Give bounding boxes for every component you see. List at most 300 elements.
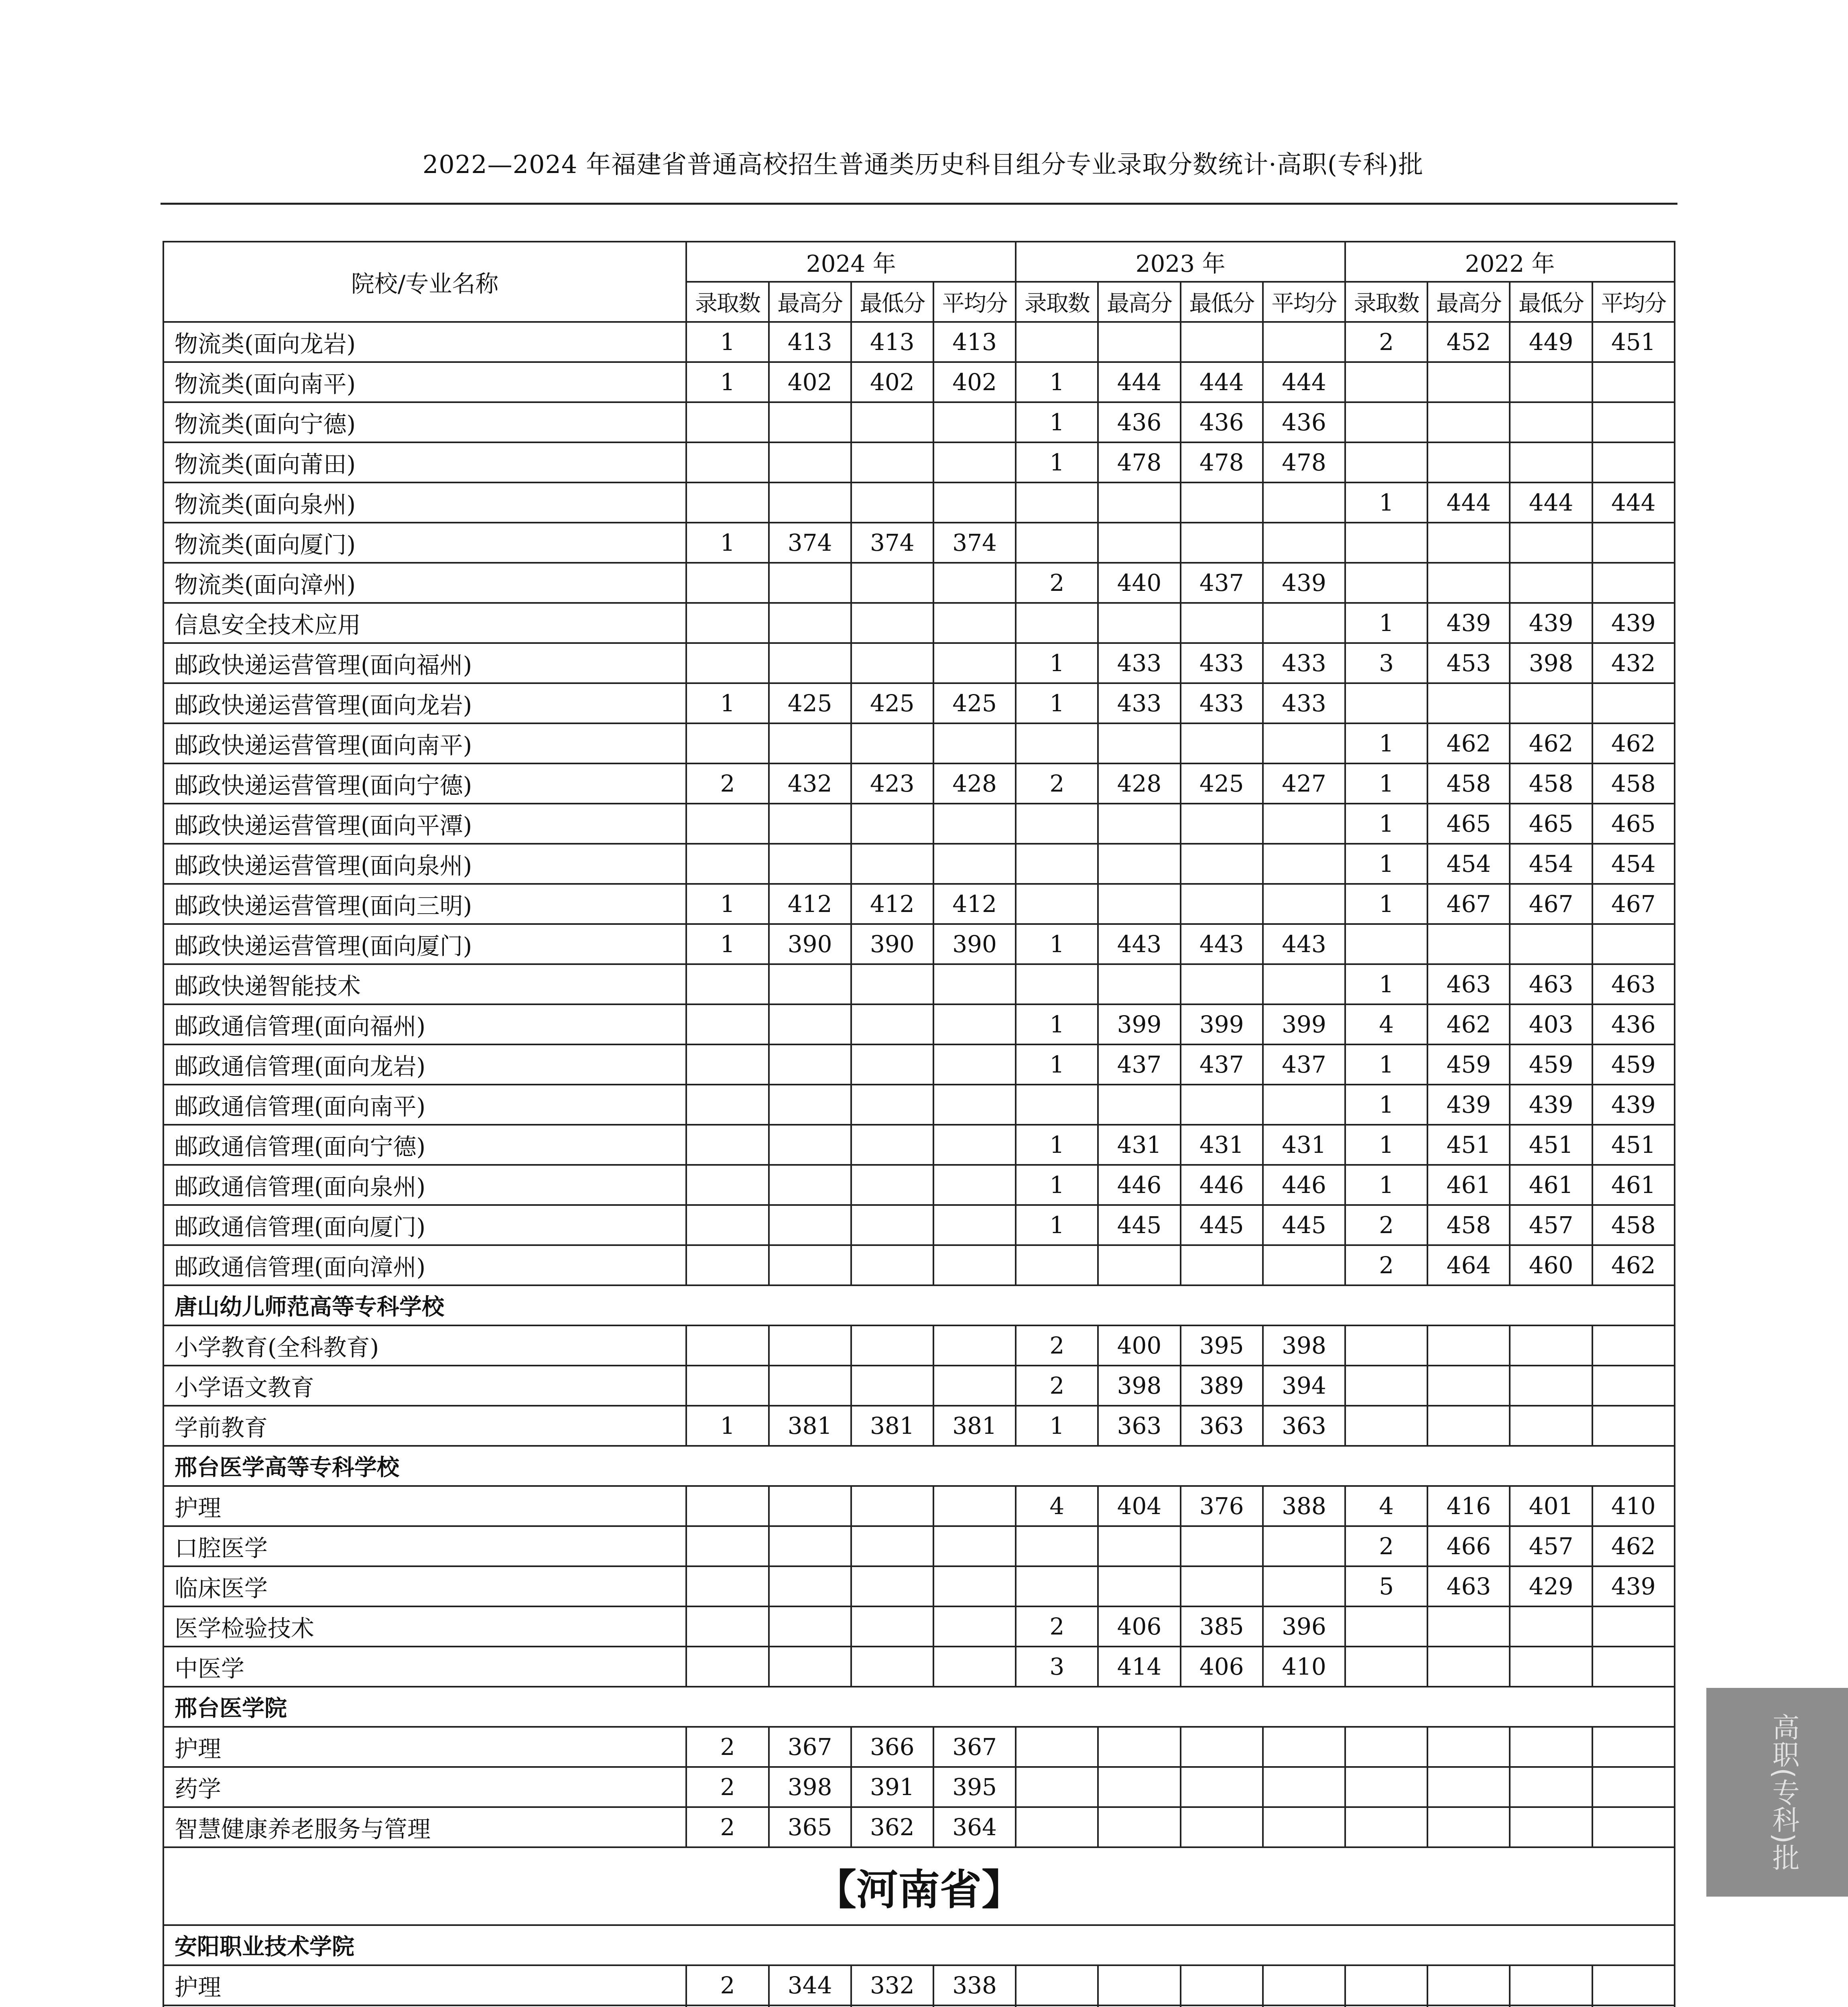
score-cell: 1 xyxy=(1345,1125,1427,1165)
major-name-cell: 小学语文教育 xyxy=(163,1366,686,1406)
score-cell xyxy=(1592,683,1675,723)
score-cell: 439 xyxy=(1427,603,1510,643)
score-cell: 427 xyxy=(1263,763,1345,804)
table-row xyxy=(163,1245,1675,1285)
score-cell xyxy=(769,1085,851,1125)
table-row xyxy=(163,442,1675,482)
score-cell: 439 xyxy=(1510,1085,1592,1125)
score-cell xyxy=(933,804,1016,844)
score-cell xyxy=(1263,1727,1345,1767)
score-cell: 466 xyxy=(1427,1526,1510,1566)
score-cell xyxy=(1263,482,1345,523)
table-row xyxy=(163,1406,1675,1446)
score-cell xyxy=(1263,603,1345,643)
score-cell: 1 xyxy=(1016,442,1098,482)
score-cell: 446 xyxy=(1181,1165,1263,1205)
score-cell xyxy=(769,1647,851,1687)
score-cell xyxy=(1016,844,1098,884)
score-cell: 1 xyxy=(686,322,768,362)
score-cell xyxy=(686,603,768,643)
school-row xyxy=(163,1446,1675,1486)
score-cell: 5 xyxy=(1345,1566,1427,1606)
major-name-cell: 邮政通信管理(面向泉州) xyxy=(163,1165,686,1205)
score-cell xyxy=(769,482,851,523)
score-cell xyxy=(1098,1807,1180,1847)
score-cell xyxy=(851,482,933,523)
score-cell: 444 xyxy=(1510,482,1592,523)
score-cell: 445 xyxy=(1181,1205,1263,1245)
score-cell xyxy=(933,1566,1016,1606)
score-cell: 463 xyxy=(1510,964,1592,1004)
score-cell: 390 xyxy=(769,924,851,964)
score-cell: 464 xyxy=(1427,1245,1510,1285)
score-cell: 1 xyxy=(1345,482,1427,523)
score-cell: 2 xyxy=(1016,1325,1098,1366)
score-cell: 433 xyxy=(1181,683,1263,723)
score-cell xyxy=(1181,1566,1263,1606)
table-row xyxy=(163,1526,1675,1566)
subheader-cell: 最低分 xyxy=(1510,282,1592,322)
score-cell xyxy=(769,603,851,643)
score-cell: 458 xyxy=(1427,1205,1510,1245)
score-cell xyxy=(1098,1767,1180,1807)
score-cell: 439 xyxy=(1592,1566,1675,1606)
score-cell xyxy=(686,482,768,523)
score-cell xyxy=(1016,723,1098,763)
year-header-row xyxy=(163,242,1675,282)
header-divider xyxy=(161,203,1677,205)
score-cell: 425 xyxy=(933,683,1016,723)
table-row xyxy=(163,884,1675,924)
score-cell xyxy=(769,1566,851,1606)
score-cell: 391 xyxy=(851,1767,933,1807)
score-cell: 478 xyxy=(1098,442,1180,482)
score-cell xyxy=(1263,1767,1345,1807)
score-cell: 364 xyxy=(933,1807,1016,1847)
score-cell xyxy=(1098,844,1180,884)
major-name-cell: 物流类(面向南平) xyxy=(163,362,686,402)
score-cell xyxy=(1592,1767,1675,1807)
score-cell xyxy=(1098,2005,1180,2007)
score-cell: 366 xyxy=(851,1727,933,1767)
score-cell xyxy=(1016,2005,1098,2007)
major-name-cell: 邮政通信管理(面向漳州) xyxy=(163,1245,686,1285)
score-cell: 465 xyxy=(1510,804,1592,844)
major-name-cell: 物流类(面向宁德) xyxy=(163,402,686,442)
score-cell xyxy=(1510,1965,1592,2005)
score-cell: 454 xyxy=(1427,844,1510,884)
table-row xyxy=(163,523,1675,563)
score-cell: 465 xyxy=(1592,804,1675,844)
score-cell xyxy=(933,1486,1016,1526)
table-row xyxy=(163,1085,1675,1125)
score-cell xyxy=(1345,924,1427,964)
score-cell: 398 xyxy=(1263,1325,1345,1366)
score-cell: 385 xyxy=(1181,1606,1263,1647)
score-cell xyxy=(1098,603,1180,643)
score-cell xyxy=(686,1366,768,1406)
score-cell: 1 xyxy=(1016,1125,1098,1165)
score-cell xyxy=(1510,402,1592,442)
score-cell: 428 xyxy=(933,763,1016,804)
table-row xyxy=(163,1606,1675,1647)
score-cell: 461 xyxy=(1592,1165,1675,1205)
score-cell xyxy=(851,603,933,643)
score-cell: 398 xyxy=(1098,1366,1180,1406)
score-cell: 414 xyxy=(1098,1647,1180,1687)
score-cell xyxy=(1345,2005,1427,2007)
score-cell: 2 xyxy=(1345,1526,1427,1566)
major-name-cell: 物流类(面向泉州) xyxy=(163,482,686,523)
score-cell: 396 xyxy=(1263,1606,1345,1647)
score-cell xyxy=(851,1566,933,1606)
school-name: 邢台医学院 xyxy=(163,1687,1675,1727)
score-cell xyxy=(1427,1406,1510,1446)
score-cell xyxy=(1181,1526,1263,1566)
score-cell: 406 xyxy=(1181,1647,1263,1687)
score-cell xyxy=(769,2005,851,2007)
score-cell: 1 xyxy=(1345,1044,1427,1085)
score-cell xyxy=(1592,2005,1675,2007)
year-header-2024: 2024 年 xyxy=(686,242,1016,282)
score-cell xyxy=(1345,683,1427,723)
score-cell: 1 xyxy=(1345,723,1427,763)
major-name-cell: 邮政快递运营管理(面向南平) xyxy=(163,723,686,763)
score-cell xyxy=(1181,1085,1263,1125)
table-row xyxy=(163,322,1675,362)
score-cell xyxy=(1263,523,1345,563)
score-cell: 431 xyxy=(1181,1125,1263,1165)
table-row xyxy=(163,1366,1675,1406)
score-cell xyxy=(1592,924,1675,964)
score-cell xyxy=(1510,1727,1592,1767)
table-row xyxy=(163,1566,1675,1606)
major-name-cell: 邮政通信管理(面向南平) xyxy=(163,1085,686,1125)
subheader-cell: 录取数 xyxy=(1345,282,1427,322)
score-cell xyxy=(851,804,933,844)
table-row xyxy=(163,1165,1675,1205)
score-cell: 457 xyxy=(1510,1205,1592,1245)
score-cell xyxy=(686,1486,768,1526)
score-cell xyxy=(1427,1807,1510,1847)
table-row xyxy=(163,2005,1675,2007)
school-name: 安阳职业技术学院 xyxy=(163,1925,1675,1965)
score-cell: 367 xyxy=(769,1727,851,1767)
subheader-cell: 平均分 xyxy=(1263,282,1345,322)
score-cell: 338 xyxy=(933,1965,1016,2005)
score-cell: 1 xyxy=(686,683,768,723)
subheader-cell: 平均分 xyxy=(933,282,1016,322)
score-cell xyxy=(1016,603,1098,643)
score-cell xyxy=(1510,1325,1592,1366)
score-cell xyxy=(1181,2005,1263,2007)
score-cell: 376 xyxy=(1181,1486,1263,1526)
score-cell: 449 xyxy=(1510,322,1592,362)
score-cell xyxy=(1098,723,1180,763)
major-name-cell: 信息安全技术应用 xyxy=(163,603,686,643)
score-cell xyxy=(1592,523,1675,563)
score-cell xyxy=(686,1085,768,1125)
score-cell: 462 xyxy=(1510,723,1592,763)
score-cell xyxy=(851,1647,933,1687)
score-cell xyxy=(851,844,933,884)
score-cell xyxy=(769,964,851,1004)
score-cell xyxy=(1345,1325,1427,1366)
major-name-cell: 物流类(面向龙岩) xyxy=(163,322,686,362)
score-cell: 413 xyxy=(851,322,933,362)
score-cell: 395 xyxy=(933,1767,1016,1807)
major-name-cell: 邮政快递运营管理(面向龙岩) xyxy=(163,683,686,723)
score-cell xyxy=(1016,1727,1098,1767)
table-row xyxy=(163,1727,1675,1767)
score-cell xyxy=(769,723,851,763)
score-cell xyxy=(1592,442,1675,482)
score-cell: 444 xyxy=(1181,362,1263,402)
major-name-cell xyxy=(163,2005,686,2007)
table-row xyxy=(163,1647,1675,1687)
score-cell: 467 xyxy=(1427,884,1510,924)
score-cell xyxy=(1345,1807,1427,1847)
score-cell xyxy=(1427,402,1510,442)
score-cell: 1 xyxy=(1345,763,1427,804)
score-cell xyxy=(1592,402,1675,442)
score-cell xyxy=(1016,1085,1098,1125)
score-cell xyxy=(1510,523,1592,563)
score-cell: 412 xyxy=(851,884,933,924)
score-cell: 362 xyxy=(851,1807,933,1847)
score-cell xyxy=(1345,1727,1427,1767)
score-cell xyxy=(769,1165,851,1205)
score-cell xyxy=(1263,1085,1345,1125)
score-cell: 4 xyxy=(1016,1486,1098,1526)
score-cell: 454 xyxy=(1510,844,1592,884)
side-tab-label: 高职(专科)批 xyxy=(1768,1713,1799,1871)
score-cell xyxy=(686,402,768,442)
score-cell: 2 xyxy=(686,1767,768,1807)
score-cell xyxy=(851,1044,933,1085)
score-cell: 462 xyxy=(1592,723,1675,763)
major-name-cell: 护理 xyxy=(163,1727,686,1767)
score-cell xyxy=(1510,442,1592,482)
score-cell: 459 xyxy=(1592,1044,1675,1085)
score-cell xyxy=(686,723,768,763)
score-cell xyxy=(933,1085,1016,1125)
score-cell xyxy=(1181,1245,1263,1285)
score-cell: 457 xyxy=(1510,1526,1592,1566)
score-cell: 436 xyxy=(1592,1004,1675,1044)
score-cell xyxy=(1016,964,1098,1004)
score-cell: 459 xyxy=(1427,1044,1510,1085)
major-name-cell: 口腔医学 xyxy=(163,1526,686,1566)
school-row xyxy=(163,1285,1675,1325)
score-cell: 1 xyxy=(1016,643,1098,683)
major-name-cell: 邮政快递智能技术 xyxy=(163,964,686,1004)
score-cell: 458 xyxy=(1592,763,1675,804)
major-name-cell: 邮政通信管理(面向宁德) xyxy=(163,1125,686,1165)
score-cell: 451 xyxy=(1510,1125,1592,1165)
score-cell: 444 xyxy=(1263,362,1345,402)
score-cell: 374 xyxy=(933,523,1016,563)
score-cell xyxy=(1427,1965,1510,2005)
score-cell xyxy=(1016,322,1098,362)
table-row xyxy=(163,964,1675,1004)
score-cell xyxy=(1098,1085,1180,1125)
score-cell xyxy=(1427,2005,1510,2007)
score-cell: 431 xyxy=(1263,1125,1345,1165)
score-cell xyxy=(1592,1727,1675,1767)
score-cell: 365 xyxy=(769,1807,851,1847)
score-cell xyxy=(933,1606,1016,1647)
score-cell: 440 xyxy=(1098,563,1180,603)
score-cell: 399 xyxy=(1263,1004,1345,1044)
score-cell: 4 xyxy=(1345,1004,1427,1044)
score-cell: 462 xyxy=(1592,1526,1675,1566)
score-cell: 443 xyxy=(1181,924,1263,964)
table-row xyxy=(163,362,1675,402)
score-cell xyxy=(769,1125,851,1165)
table-row xyxy=(163,763,1675,804)
score-cell: 367 xyxy=(933,1727,1016,1767)
score-cell xyxy=(933,563,1016,603)
score-cell: 406 xyxy=(1098,1606,1180,1647)
score-cell: 1 xyxy=(686,362,768,402)
table-row xyxy=(163,482,1675,523)
score-cell: 436 xyxy=(1098,402,1180,442)
score-cell xyxy=(1427,442,1510,482)
score-cell xyxy=(933,2005,1016,2007)
score-cell xyxy=(1592,1807,1675,1847)
score-cell xyxy=(1592,1647,1675,1687)
score-cell: 425 xyxy=(1181,763,1263,804)
score-cell xyxy=(1427,523,1510,563)
score-cell: 1 xyxy=(686,924,768,964)
score-cell xyxy=(1345,523,1427,563)
table-row xyxy=(163,1125,1675,1165)
major-name-cell: 邮政通信管理(面向厦门) xyxy=(163,1205,686,1245)
score-cell: 453 xyxy=(1427,643,1510,683)
score-cell: 439 xyxy=(1592,1085,1675,1125)
score-cell: 432 xyxy=(769,763,851,804)
score-cell: 458 xyxy=(1510,763,1592,804)
score-cell xyxy=(1592,1406,1675,1446)
table-row xyxy=(163,402,1675,442)
major-name-cell: 药学 xyxy=(163,1767,686,1807)
score-cell: 402 xyxy=(933,362,1016,402)
score-cell: 1 xyxy=(1345,1085,1427,1125)
score-cell: 445 xyxy=(1098,1205,1180,1245)
score-cell xyxy=(933,442,1016,482)
score-cell xyxy=(1427,924,1510,964)
table-row xyxy=(163,1325,1675,1366)
major-name-cell: 护理 xyxy=(163,1486,686,1526)
score-cell xyxy=(1510,1366,1592,1406)
score-cell xyxy=(1510,1807,1592,1847)
score-cell xyxy=(686,1205,768,1245)
score-cell xyxy=(1016,1965,1098,2005)
score-cell: 1 xyxy=(1345,884,1427,924)
table-row xyxy=(163,563,1675,603)
subheader-cell: 最低分 xyxy=(1181,282,1263,322)
score-cell: 461 xyxy=(1427,1165,1510,1205)
table-row xyxy=(163,804,1675,844)
score-cell: 403 xyxy=(1510,1004,1592,1044)
score-cell xyxy=(933,1125,1016,1165)
score-cell: 439 xyxy=(1510,603,1592,643)
score-cell: 433 xyxy=(1263,643,1345,683)
score-cell: 2 xyxy=(686,1965,768,2005)
score-cell: 398 xyxy=(769,1767,851,1807)
major-name-cell: 物流类(面向莆田) xyxy=(163,442,686,482)
score-cell: 381 xyxy=(851,1406,933,1446)
score-cell xyxy=(933,1165,1016,1205)
score-cell xyxy=(1181,322,1263,362)
score-cell xyxy=(1016,482,1098,523)
table-row xyxy=(163,1486,1675,1526)
score-cell: 460 xyxy=(1510,1245,1592,1285)
score-cell xyxy=(1263,2005,1345,2007)
score-cell xyxy=(933,1325,1016,1366)
score-cell xyxy=(851,563,933,603)
score-cell: 458 xyxy=(1427,763,1510,804)
score-cell: 1 xyxy=(1345,603,1427,643)
score-cell xyxy=(686,804,768,844)
score-cell: 451 xyxy=(1592,322,1675,362)
score-cell: 390 xyxy=(933,924,1016,964)
year-header-2022: 2022 年 xyxy=(1345,242,1675,282)
score-cell: 363 xyxy=(1181,1406,1263,1446)
score-cell xyxy=(1427,1366,1510,1406)
score-cell: 437 xyxy=(1181,1044,1263,1085)
score-cell: 1 xyxy=(1016,362,1098,402)
score-cell: 399 xyxy=(1181,1004,1263,1044)
score-cell xyxy=(1345,563,1427,603)
score-cell: 413 xyxy=(933,322,1016,362)
score-cell xyxy=(1592,1325,1675,1366)
score-cell xyxy=(851,1165,933,1205)
score-cell xyxy=(1510,1606,1592,1647)
school-row xyxy=(163,1925,1675,1965)
score-cell xyxy=(851,1325,933,1366)
score-cell xyxy=(851,723,933,763)
score-cell: 459 xyxy=(1510,1044,1592,1085)
score-cell: 374 xyxy=(769,523,851,563)
score-cell xyxy=(933,1526,1016,1566)
table-row xyxy=(163,723,1675,763)
score-cell xyxy=(769,402,851,442)
score-cell xyxy=(686,1606,768,1647)
score-cell: 443 xyxy=(1098,924,1180,964)
score-cell xyxy=(933,482,1016,523)
score-cell xyxy=(1345,1647,1427,1687)
score-cell xyxy=(1345,362,1427,402)
score-cell: 402 xyxy=(851,362,933,402)
score-cell: 1 xyxy=(1016,924,1098,964)
score-cell: 2 xyxy=(1016,563,1098,603)
score-cell xyxy=(1510,1406,1592,1446)
score-cell xyxy=(851,442,933,482)
score-cell xyxy=(1345,1366,1427,1406)
name-column-header: 院校/专业名称 xyxy=(163,242,686,322)
score-cell xyxy=(1345,402,1427,442)
score-cell xyxy=(769,1044,851,1085)
major-name-cell: 邮政快递运营管理(面向宁德) xyxy=(163,763,686,804)
score-cell: 465 xyxy=(1427,804,1510,844)
score-cell xyxy=(1016,1767,1098,1807)
score-cell: 439 xyxy=(1427,1085,1510,1125)
score-cell: 444 xyxy=(1098,362,1180,402)
score-cell: 446 xyxy=(1263,1165,1345,1205)
score-cell: 398 xyxy=(1510,643,1592,683)
